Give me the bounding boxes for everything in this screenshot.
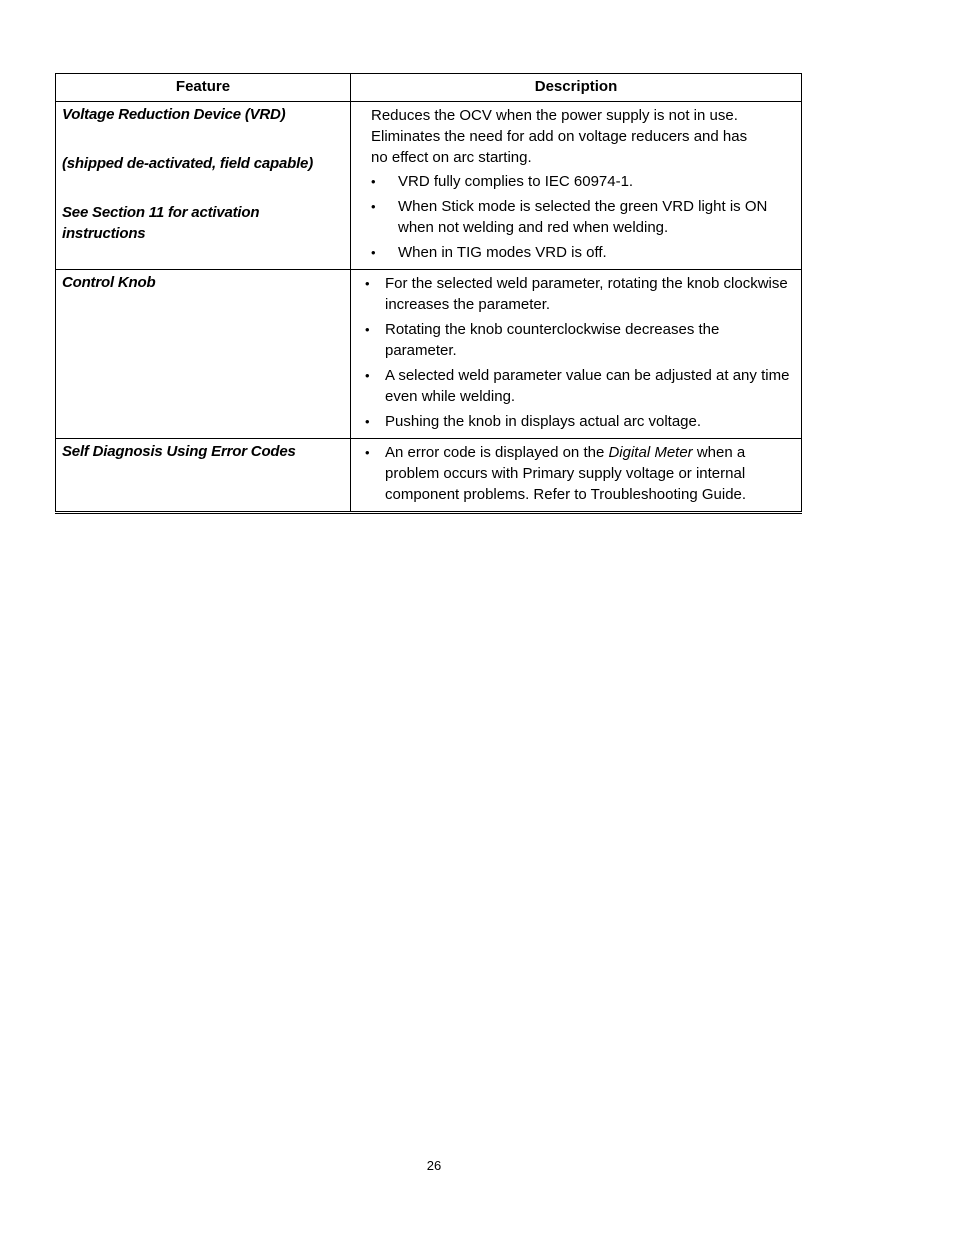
page-number: 26: [426, 1158, 442, 1173]
bullet-icon: •: [365, 276, 370, 291]
bullet-icon: •: [365, 322, 370, 337]
feature-note: (shipped de-activated, field capable): [62, 155, 313, 172]
list-item-text: [385, 444, 746, 503]
feature-cell-vrd: [56, 102, 351, 270]
description-intro-line: Eliminates the need for add on voltage reducers and has: [371, 128, 748, 145]
text-run: when a problem occurs with Primary supply voltage or internal component problems. Refer to Troubleshooting Guide.: [385, 444, 747, 503]
feature-title: Voltage Reduction Device (VRD): [62, 106, 286, 123]
description-cell-self-diagnosis: [351, 439, 802, 513]
feature-cell-self-diagnosis: [56, 439, 351, 513]
description-intro: [371, 105, 793, 168]
description-cell-vrd: [351, 102, 802, 270]
table-row: [56, 439, 802, 513]
list-item: [365, 273, 793, 315]
list-item: [371, 242, 793, 263]
text-run: An error code is displayed on the: [385, 444, 609, 461]
table-row: [56, 270, 802, 439]
table-header-row: [56, 74, 802, 102]
description-intro-line: Reduces the OCV when the power supply is not in use.: [371, 107, 738, 124]
description-cell-control-knob: [351, 270, 802, 439]
list-item-text: VRD fully complies to IEC 60974-1.: [398, 173, 634, 190]
features-table: [55, 73, 802, 514]
list-item: [365, 442, 793, 505]
bullet-icon: •: [365, 368, 370, 383]
list-item-text: Pushing the knob in displays actual arc voltage.: [385, 413, 702, 430]
bullet-list: [371, 171, 793, 263]
list-item: [365, 411, 793, 432]
table-row: [56, 102, 802, 270]
bullet-icon: •: [371, 199, 376, 214]
feature-title: Self Diagnosis Using Error Codes: [62, 443, 296, 460]
list-item-text: A selected weld parameter value can be adjusted at any time even while welding.: [385, 367, 790, 405]
description-intro-line: no effect on arc starting.: [371, 149, 532, 166]
bullet-icon: •: [371, 174, 376, 189]
list-item-text: When Stick mode is selected the green VRD light is ON when not welding and red when welding.: [398, 198, 768, 236]
description-column-header: Description: [351, 74, 802, 102]
bullet-icon: •: [365, 445, 370, 460]
list-item-text: Rotating the knob counterclockwise decreases the parameter.: [385, 321, 720, 359]
feature-title: Control Knob: [62, 274, 156, 291]
digital-meter-term: Digital Meter: [608, 444, 693, 461]
bullet-icon: •: [365, 414, 370, 429]
list-item-text: For the selected weld parameter, rotating the knob clockwise increases the parameter.: [385, 275, 788, 313]
bullet-list: [365, 442, 793, 505]
list-item: [371, 196, 793, 238]
bullet-icon: •: [371, 245, 376, 260]
list-item-text: When in TIG modes VRD is off.: [398, 244, 607, 261]
bullet-list: [365, 273, 793, 432]
list-item: [365, 365, 793, 407]
list-item: [365, 319, 793, 361]
feature-column-header: Feature: [56, 74, 351, 102]
list-item: [371, 171, 793, 192]
feature-cell-control-knob: [56, 270, 351, 439]
feature-note: See Section 11 for activation instructions: [62, 204, 260, 242]
